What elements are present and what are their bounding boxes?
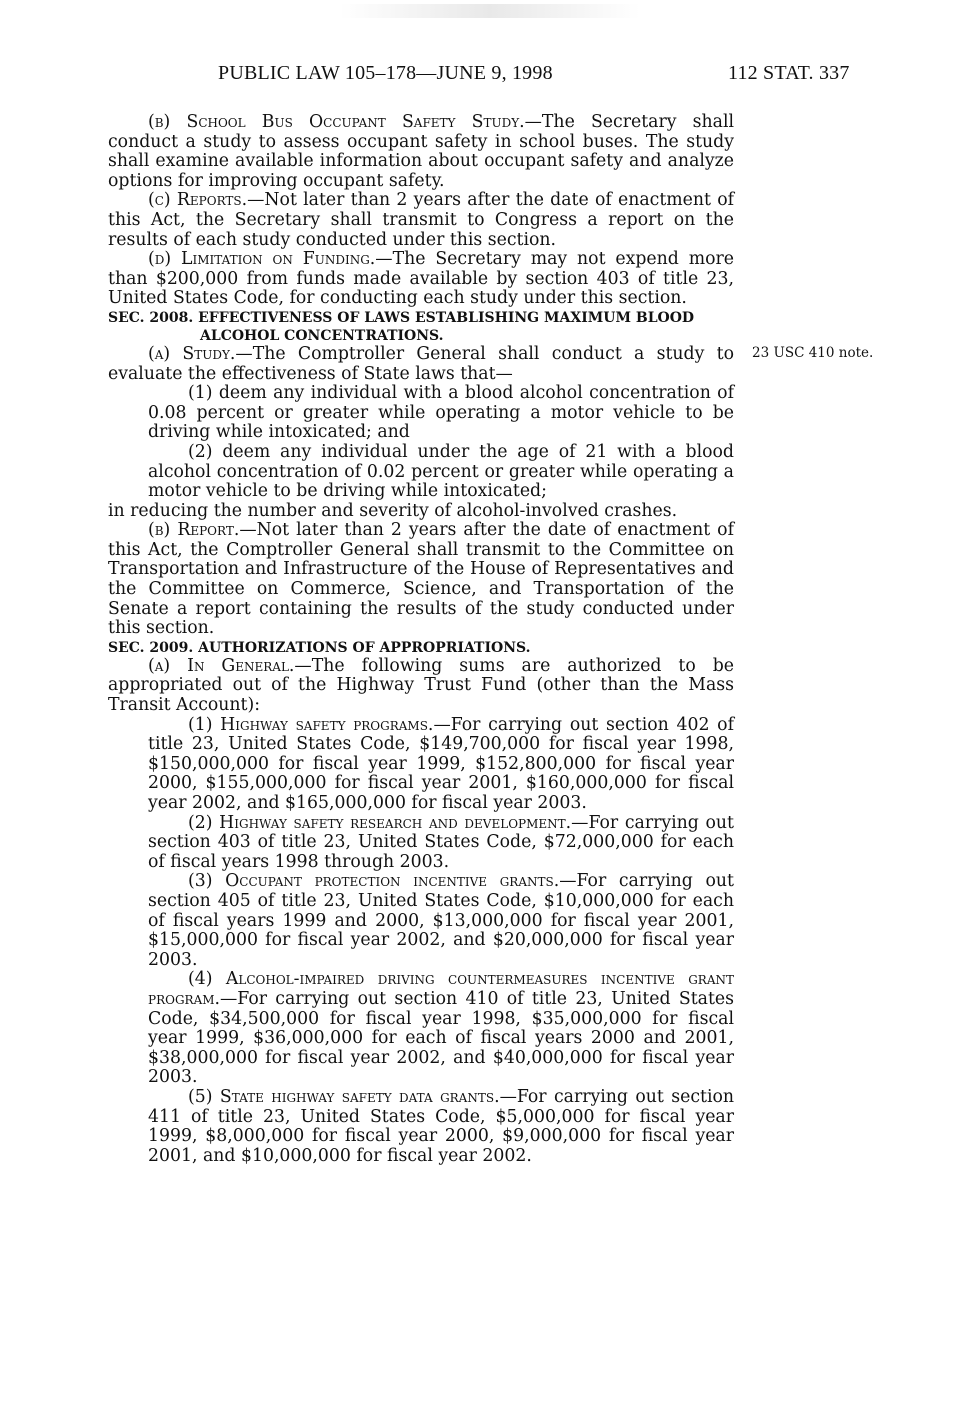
statute-page-number: 112 STAT. 337 — [728, 62, 850, 84]
item-text: —For carrying out section 405 of title 23, United States Code, $10,000,000 for each of fiscal years 1999 and 2000, $13,000,000 for fiscal year 2001, $15,000,000 for fiscal year 2002, and $20,000,000 for fiscal year 2003. — [148, 871, 734, 970]
item-text: —For carrying out section 403 of title 23, United States Code, $72,000,000 for each of fiscal years 1998 through 2003. — [148, 812, 734, 872]
margin-note: 23 USC 410 note. — [752, 345, 874, 361]
paragraph-2009-a-general — [108, 657, 734, 716]
paragraph-text: —The Secretary may not expend more than $200,000 from funds made available by section 403 of title 23, United States Code, for conducting each study under this section. — [108, 249, 734, 309]
section-heading-2009: SEC. 2009. AUTHORIZATIONS OF APPROPRIATIONS. — [108, 639, 531, 656]
page-header — [0, 62, 961, 92]
paragraph-2008-a-study — [108, 345, 734, 384]
list-item-2009-2 — [108, 814, 734, 873]
paragraph-heading: (a) In General. — [148, 655, 295, 676]
list-item-2009-3 — [108, 872, 734, 970]
paragraph-heading: (b) School Bus Occupant Safety Study. — [148, 112, 525, 132]
list-item-2009-5 — [108, 1088, 734, 1166]
paragraph-heading: (c) Reports. — [148, 190, 248, 211]
paragraph-d-limitation — [108, 250, 734, 309]
paragraph-b-school-bus — [108, 113, 734, 191]
item-text: —For carrying out section 411 of title 23, United States Code, $5,000,000 for fiscal year 1999, $8,000,000 for fiscal year 2000, $9,000,000 for fiscal year 2001, and $10,000,000 for fiscal year 2002. — [148, 1086, 735, 1166]
paragraph-text: —Not later than 2 years after the date of enactment of this Act, the Comptroller General shall transmit to the Committee on Transportation and Infrastructure of the House of Representatives and the Committee on Commerce, Science, and Transportation of the Senate a report containing the results of the study conducted under this section. — [108, 520, 734, 639]
paragraph-2008-b-report — [108, 521, 734, 639]
list-item-2008-a2: (2) deem any individual under the age of 21 with a blood alcohol concentration of 0.02 percent or greater while operating a motor vehicle to be driving while intoxicated; — [148, 441, 734, 502]
document-body — [108, 113, 734, 1166]
section-heading-2008: SEC. 2008. EFFECTIVENESS OF LAWS ESTABLISHING MAXIMUM BLOOD ALCOHOL CONCENTRATIONS. — [108, 309, 695, 344]
item-heading: (3) Occupant protection incentive grants. — [188, 871, 560, 892]
paragraph-text: —Not later than 2 years after the date of enactment of this Act, the Secretary shall transmit to Congress a report on the results of each study conducted under this section. — [108, 190, 734, 250]
item-heading: (5) State highway safety data grants. — [188, 1086, 500, 1107]
paragraph-text: —The following sums are authorized to be appropriated out of the Highway Trust Fund (other than the Mass Transit Account): — [108, 655, 734, 716]
paragraph-2008-tail: in reducing the number and severity of alcohol-involved crashes. — [108, 500, 678, 521]
list-item-2008-a1: (1) deem any individual with a blood alcohol concentration of 0.08 percent or greater while operating a motor vehicle to be driving while intoxicated; and — [148, 383, 734, 443]
paragraph-text: —The Secretary shall conduct a study to assess occupant safety in school buses. The study shall examine available information about occupant safety and analyze options for improving occupant safety. — [108, 112, 734, 191]
list-item-2009-4 — [108, 970, 734, 1088]
item-heading: (4) Alcohol-impaired driving countermeasures incentive grant program. — [148, 969, 734, 1009]
item-heading: (2) Highway safety research and development. — [188, 812, 572, 833]
scan-artifact — [340, 4, 640, 18]
running-head: PUBLIC LAW 105–178—JUNE 9, 1998 — [218, 62, 553, 84]
item-text: —For carrying out section 402 of title 23, United States Code, $149,700,000 for fiscal year 1998, $150,000,000 for fiscal year 1999, $152,800,000 for fiscal year 2000, $155,000,000 for fiscal year 2001, $160,000,000 for fiscal year 2002, and $165,000,000 for fiscal year 2003. — [148, 714, 734, 813]
paragraph-c-reports — [108, 191, 734, 250]
paragraph-heading: (b) Report. — [148, 520, 240, 541]
paragraph-heading: (d) Limitation on Funding. — [148, 249, 376, 270]
list-item-2009-1 — [108, 716, 734, 814]
paragraph-heading: (a) Study. — [148, 343, 236, 364]
item-heading: (1) Highway safety programs. — [188, 714, 434, 735]
item-text: —For carrying out section 410 of title 23, United States Code, $34,500,000 for fiscal year 1998, $35,000,000 for fiscal year 1999, $36,000,000 for each of fiscal years 2000 and 2001, $38,000,000 for fiscal year 2002, and $40,000,000 for fiscal year 2003. — [148, 988, 734, 1088]
paragraph-text: —The Comptroller General shall conduct a study to evaluate the effectiveness of State laws that— — [108, 343, 734, 384]
